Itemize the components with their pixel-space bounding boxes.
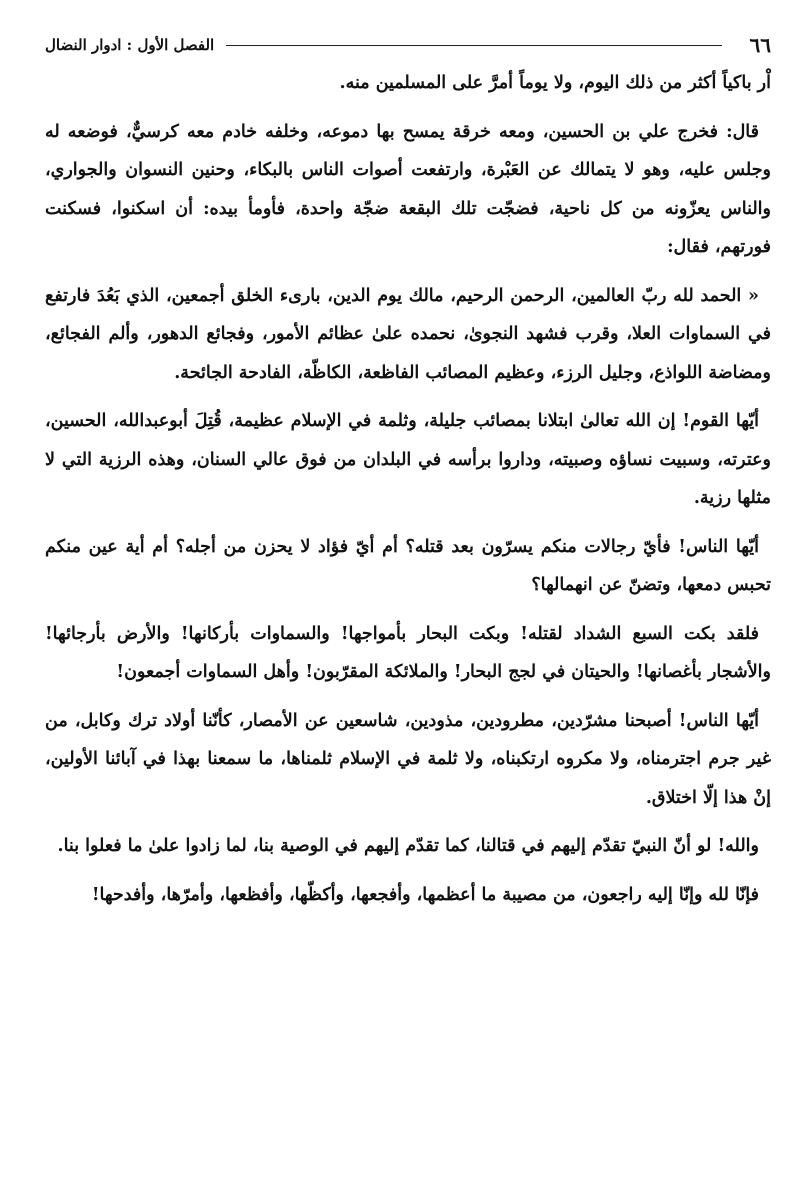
document-page — [45, 30, 771, 1152]
header-rule — [226, 45, 721, 46]
paragraph: أيّها القوم! إن الله تعالىٰ ابتلانا بمصائب جليلة، وثلمة في الإسلام عظيمة، قُتِلَ أبوعبدالله، الحسين، وعترته، وسبيت نساؤه وصبيته، وداروا برأسه في البلدان من فوق عالي السنان، وهذه الرزية التي لا مثلها رزية. — [45, 411, 771, 508]
chapter-title: الفصل الأول : ادوار النضال — [45, 36, 215, 54]
paragraph: والله! لو أنّ النبيّ تقدّم إليهم في قتالنا، كما تقدّم إليهم في الوصية بنا، لما زادوا علىٰ ما فعلوا بنا. — [57, 836, 759, 856]
paragraph: أيّها الناس! أصبحنا مشرّدين، مطرودين، مذودين، شاسعين عن الأمصار، كأنّنا أولاد ترك وكابل، من غير جرم اجترمناه، ولا مكروه ارتكبناه، ولا ثلمة في الإسلام ثلمناها، ما سمعنا بهذا في آبائنا الأولين، إنْ هذا إلّا اختلاق. — [45, 710, 771, 808]
paragraph: أيّها الناس! فأيّ رجالات منكم يسرّون بعد قتله؟ أم أيّ فؤاد لا يحزن من أجله؟ أم أية عين منكم تحبس دمعها، وتضنّ عن انهمالها؟ — [45, 536, 771, 595]
body-text — [45, 64, 771, 914]
page-number: ٦٦ — [749, 33, 771, 57]
running-header — [45, 30, 771, 60]
paragraph: قال: فخرج علي بن الحسين، ومعه خرقة يمسح بها دموعه، وخلفه خادم معه كرسيٌّ، فوضعه له وجلس عليه، وهو لا يتمالك عن العَبْرة، وارتفعت أصوات الناس بالبكاء، وحنين النسوان والجواري، والناس يعزّونه من كل ناحية، فضجّت تلك البقعة ضجّة واحدة، فأومأ بيده: أن اسكنوا، فسكنت فورتهم، فقال: — [45, 121, 771, 257]
paragraph: « الحمد لله ربّ العالمين، الرحمن الرحيم، مالك يوم الدين، بارىء الخلق أجمعين، الذي بَعُدَ فارتفع في السماوات العلا، وقرب فشهد النجوىٰ، نحمده علىٰ عظائم الأمور، وفجائع الدهور، وألم الفجائع، ومضاضة اللواذع، وجليل الرزء، وعظيم المصائب الفاظعة، الكاظّة، الفادحة الجائحة. — [45, 285, 771, 383]
paragraph: فإنّا لله وإنّا إليه راجعون، من مصيبة ما أعظمها، وأفجعها، وأكظّها، وأفظعها، وأمرّها، وأفدحها! — [91, 884, 759, 905]
paragraph: اْر باكياً أكثر من ذلك اليوم، ولا يوماً أمرَّ على المسلمين منه. — [339, 73, 771, 93]
paragraph: فلقد بكت السبع الشداد لقتله! وبكت البحار بأمواجها! والسماوات بأركانها! والأرض بأرجائها! والأشجار بأغصانها! والحيتان في لجج البحار! والملائكة المقرّبون! وأهل السماوات أجمعون! — [45, 623, 771, 682]
